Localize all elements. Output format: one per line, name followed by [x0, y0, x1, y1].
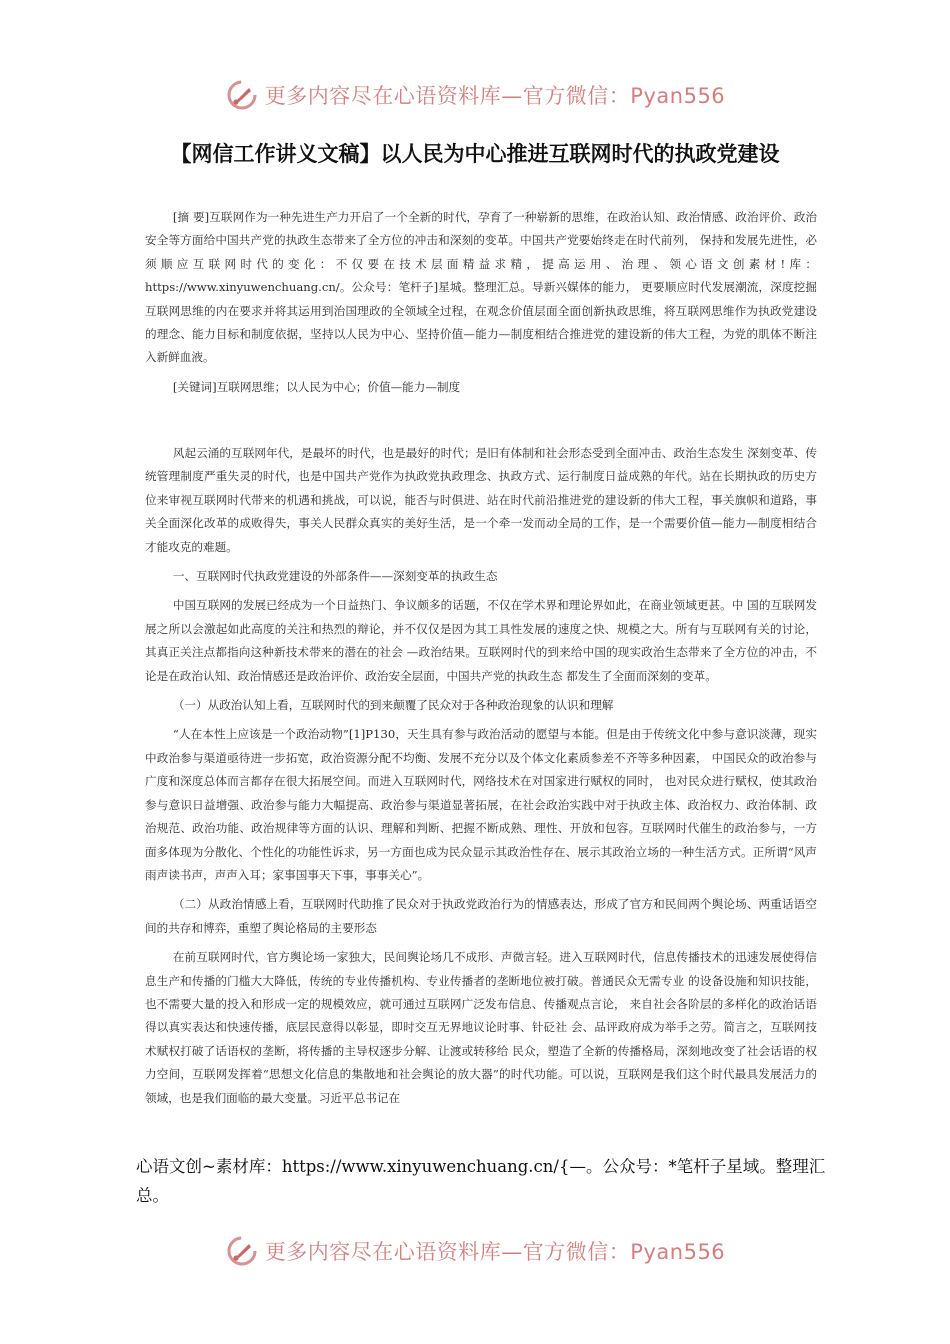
footer-note: 心语文创~素材库：https://www.xinyuwenchuang.cn/{—。公众号：*笔杆子星域。整理汇总。	[136, 1157, 826, 1205]
subsection-heading-1: （一）从政治认知上看，互联网时代的到来颠覆了民众对于各种政治现象的认识和理解	[172, 698, 614, 713]
body-paragraph-4: 在前互联网时代，官方舆论场一家独大，民间舆论场几不成形、声微言轻。进入互联网时代，信息传播技术的迅速发展使得信息生产和传播的门槛大大降低，传统的专业传播机构、专业传播者的垄断地位被打破。普通民众无需专业 的设备设施和知识技能，也不需要大量的投入和形成一定的规模效应，就可通过互联网广泛发布信息、传播观点言论， 来自社会各阶层的多样化的政治话语得以真实表达和快速传播，底层民意得以彰显，即时交互无界地议论时事、针砭社 会、品评政府成为举手之劳。简言之，互联网技术赋权打破了话语权的垄断，将传播的主导权逐步分解、让渡或转移给 民众，塑造了全新的传播格局，深刻地改变了社会话语的权力空间，互联网发挥着“思想文化信息的集散地和社会舆论的放大器”的时代功能。可以说，互联网是我们这个时代最具发展活力的领域，也是我们面临的最大变量。习近平总书记在	[145, 950, 817, 1105]
abstract-section	[145, 206, 817, 405]
watermark-text: 更多内容尽在心语资料库—官方微信：Pyan556	[264, 1240, 726, 1264]
keywords-line: [关键词]互联网思维；以人民为中心；价值—能力—制度	[172, 379, 461, 394]
subsection-heading-2: （二）从政治情感上看，互联网时代助推了民众对于执政党政治行为的情感表达，形成了官方和民间两个舆论场、两重话语空间的共存和博弈，重塑了舆论格局的主要形态	[145, 897, 817, 935]
watermark-text: 更多内容尽在心语资料库—官方微信：Pyan556	[264, 84, 726, 108]
body-paragraph-3: “人在本性上应该是一个政治动物”[1]P130，天生具有参与政治活动的愿望与本能。但是由于传统文化中参与意识淡薄，现实中政治参与渠道亟待进一步拓宽，政治资源分配不均衡、发展不充分以及个体文化素质参差不齐等多种因素， 中国民众的政治参与广度和深度总体而言都存在很大拓展空间。而进入互联网时代，网络技术在对国家进行赋权的同时， 也对民众进行赋权，使其政治参与意识日益增强、政治参与能力大幅提高、政治参与渠道显著拓展，在社会政治实践中对于执政主体、政治权力、政治体制、政治规范、政治功能、政治规律等方面的认识、理解和判断、把握不断成熟、理性、开放和包容。互联网时代催生的政治参与，一方面多体现为分散化、个性化的功能性诉求，另一方面也成为民众显示其政治性存在、展示其政治立场的一种生活方式。正所谓“风声雨声读书声，声声入耳；家事国事天下事，事事关心”。	[145, 727, 817, 882]
watermark-banner-bottom	[0, 1228, 950, 1274]
body-paragraph-2: 中国互联网的发展已经成为一个日益热门、争议颇多的话题，不仅在学术界和理论界如此，在商业领域更甚。中 国的互联网发展之所以会激起如此高度的关注和热烈的辩论，并不仅仅是因为其工具性发展的速度之快、规模之大。所有与互联网有关的讨论，其真正关注点都指向这种新技术带来的潜在的社会 —政治结果。互联网时代的到来给中国的现实政治生态带来了全方位的冲击，不论是在政治认知、政治情感还是政治评价、政治安全层面，中国共产党的执政生态 都发生了全面而深刻的变革。	[145, 598, 817, 683]
watermark-banner-top	[0, 72, 950, 118]
brand-logo-icon	[225, 78, 259, 112]
section-heading-1: 一、互联网时代执政党建设的外部条件——深刻变革的执政生态	[172, 569, 498, 584]
document-title: 【网信工作讲义文稿】以人民为中心推进互联网时代的执政党建设	[170, 142, 780, 166]
abstract-paragraph: [摘 要]互联网作为一种先进生产力开启了一个全新的时代，孕育了一种崭新的思维，在政治认知、政治情感、政治评价、政治安全等方面给中国共产党的执政生态带来了全方位的冲击和深刻的变革。中国共产党要始终走在时代前列， 保持和发展先进性，必须顺应互联网时代的变化：不仅要在技术层面精益求精，提高运用、治理、领心语文创素材!库：https://www.xinyuwenchuang.cn/。公众号：笔杆子]星城。整理汇总。导新兴媒体的能力， 更要顺应时代发展潮流，深度挖掘互联网思维的内在要求并将其运用到治国理政的全领域全过程，在观念价值层面全面创新执政思维，将互联网思维作为执政党建设的理念、能力目标和制度依据，坚持以人民为中心、坚持价值—能力—制度相结合推进党的建设新的伟大工程，为党的肌体不断注入新鲜血液。	[145, 210, 817, 365]
body-paragraph-1: 风起云涌的互联网年代，是最坏的时代，也是最好的时代；是旧有体制和社会形态受到全面冲击、政治生态发生 深刻变革、传统管理制度严重失灵的时代，也是中国共产党作为执政党执政理念、执政方式、运行制度日益成熟的年代。站在长期执政的历史方位来审视互联网时代带来的机遇和挑战，可以说，能否与时俱进、站在时代前沿推进党的建设新的伟大工程，事关旗帜和道路，事关全面深化改革的成败得失，事关人民群众真实的美好生活，是一个牵一发而动全局的工作，是一个需要价值—能力—制度相结合才能攻克的难题。	[145, 446, 817, 554]
main-body	[145, 442, 817, 1116]
brand-logo-icon	[225, 1234, 259, 1268]
